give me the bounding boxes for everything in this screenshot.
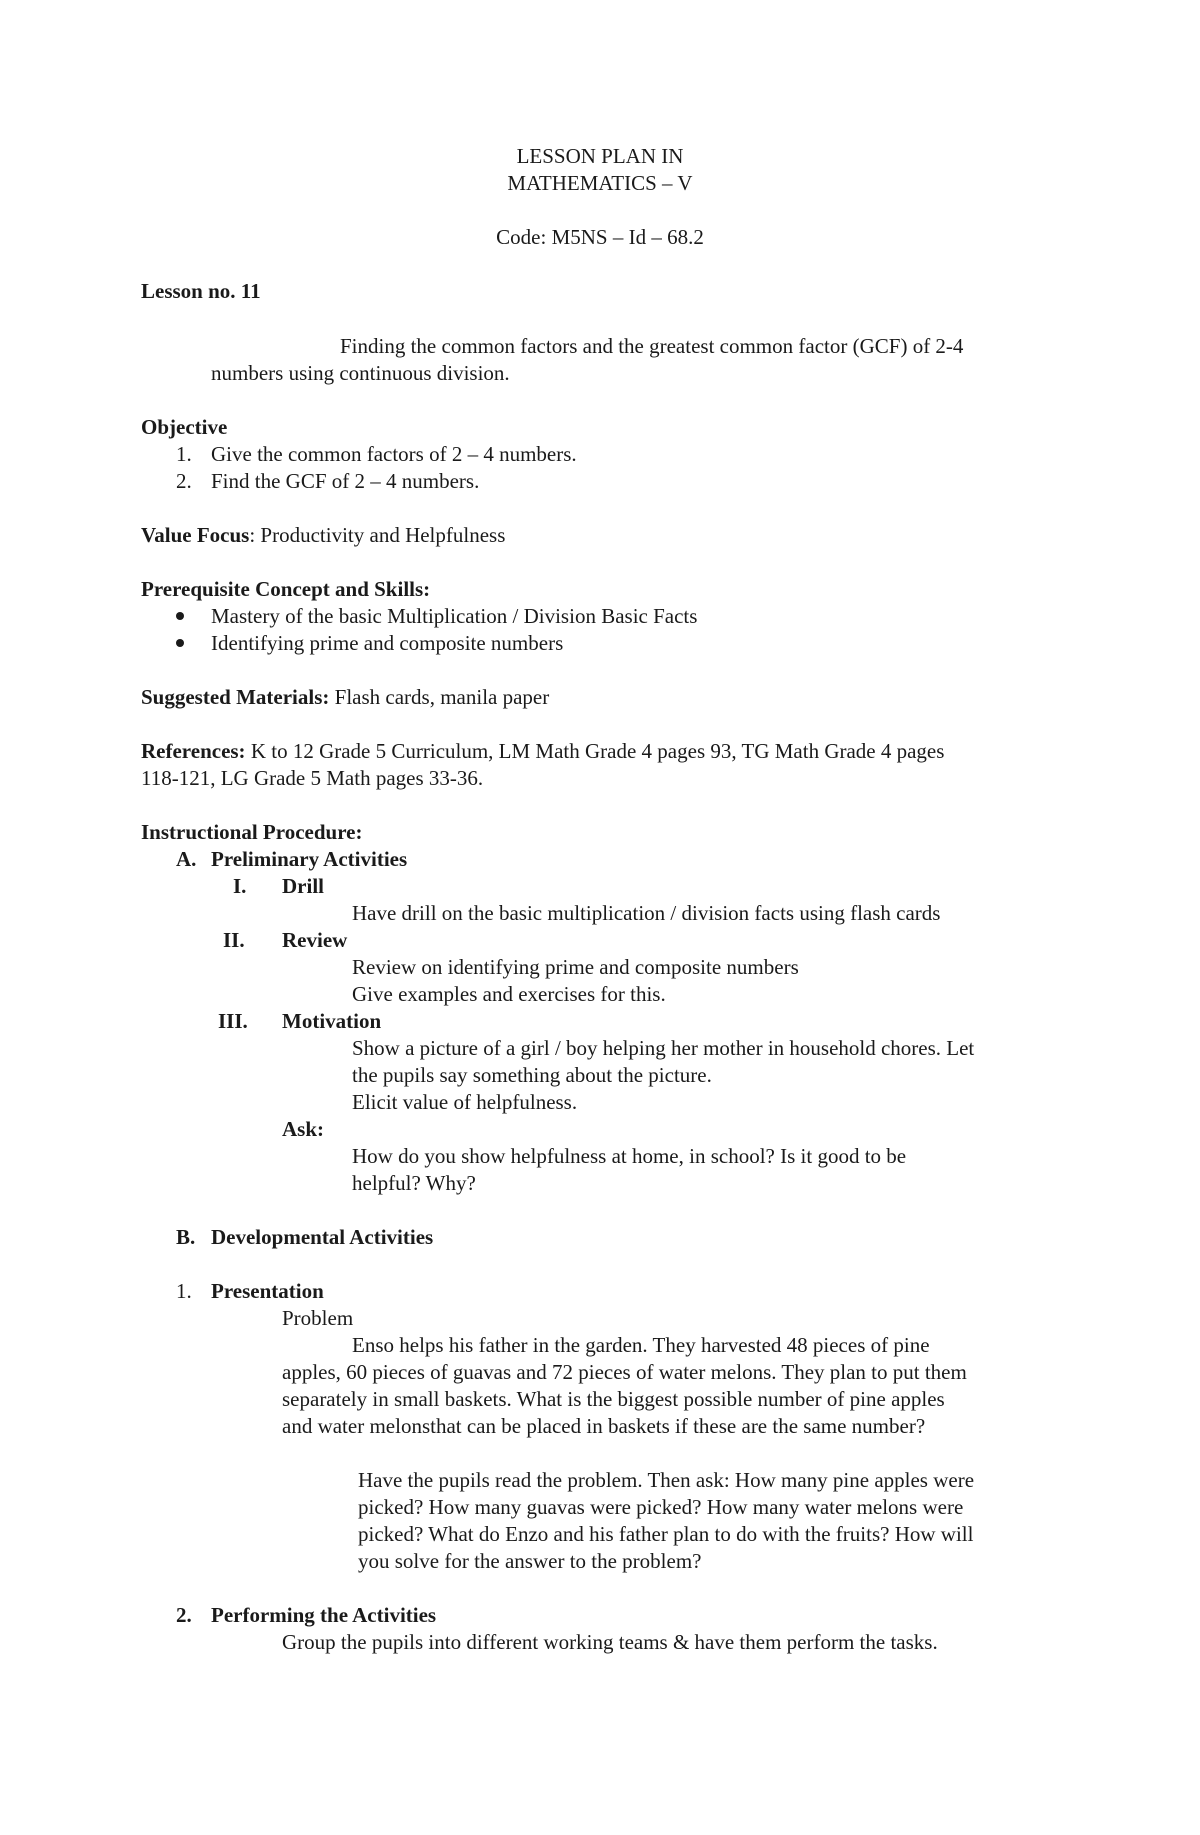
question-line-3: picked? What do Enzo and his father plan to do with the fruits? How will <box>358 1522 974 1546</box>
title-line-2: MATHEMATICS – V <box>507 171 693 195</box>
objective-num-2: 2. <box>176 469 192 493</box>
materials-label: Suggested Materials: <box>141 685 330 709</box>
lesson-number: Lesson no. 11 <box>141 279 261 303</box>
presentation-num: 1. <box>176 1279 192 1303</box>
section-b-title: Developmental Activities <box>211 1225 434 1249</box>
problem-line-3: separately in small baskets. What is the biggest possible number of pine apples <box>282 1387 945 1411</box>
motivation-num: III. <box>218 1009 248 1033</box>
prerequisite-item-1: Mastery of the basic Multiplication / Division Basic Facts <box>211 604 698 628</box>
title-line-1: LESSON PLAN IN <box>516 144 684 168</box>
objective-num-1: 1. <box>176 442 192 466</box>
question-line-2: picked? How many guavas were picked? How many water melons were <box>358 1495 964 1519</box>
performing-text: Group the pupils into different working teams & have them perform the tasks. <box>282 1630 938 1654</box>
references-text: K to 12 Grade 5 Curriculum, LM Math Grade 4 pages 93, TG Math Grade 4 pages <box>245 739 945 763</box>
review-title: Review <box>282 928 348 952</box>
drill-num: I. <box>233 874 247 898</box>
drill-title: Drill <box>282 874 324 898</box>
objective-heading: Objective <box>141 415 228 439</box>
drill-text: Have drill on the basic multiplication / division facts using flash cards <box>352 901 941 925</box>
question-line-1: Have the pupils read the problem. Then ask: How many pine apples were <box>358 1468 975 1492</box>
references-line-1 <box>141 738 944 765</box>
section-a-title: Preliminary Activities <box>211 847 408 871</box>
materials-text: Flash cards, manila paper <box>329 685 550 709</box>
motivation-line-1: Show a picture of a girl / boy helping her mother in household chores. Let <box>352 1036 975 1060</box>
review-line-2: Give examples and exercises for this. <box>352 982 666 1006</box>
motivation-title: Motivation <box>282 1009 382 1033</box>
suggested-materials <box>141 684 549 711</box>
question-line-4: you solve for the answer to the problem? <box>358 1549 702 1573</box>
prerequisite-heading: Prerequisite Concept and Skills: <box>141 577 431 601</box>
lesson-code: Code: M5NS – Id – 68.2 <box>496 225 704 249</box>
section-b-letter: B. <box>176 1225 196 1249</box>
value-focus-text: : Productivity and Helpfulness <box>249 523 506 547</box>
problem-line-1: Enso helps his father in the garden. They harvested 48 pieces of pine <box>352 1333 930 1357</box>
problem-label: Problem <box>282 1306 354 1330</box>
presentation-title: Presentation <box>211 1279 324 1303</box>
bullet-icon <box>176 639 184 647</box>
problem-line-4: and water melonsthat can be placed in baskets if these are the same number? <box>282 1414 926 1438</box>
motivation-line-2: the pupils say something about the picture. <box>352 1063 712 1087</box>
problem-line-2: apples, 60 pieces of guavas and 72 pieces of water melons. They plan to put them <box>282 1360 967 1384</box>
topic-line-2: numbers using continuous division. <box>211 361 510 385</box>
motivation-line-3: Elicit value of helpfulness. <box>352 1090 578 1114</box>
value-focus <box>141 522 505 549</box>
performing-title: Performing the Activities <box>211 1603 437 1627</box>
ask-title: Ask: <box>282 1117 325 1141</box>
value-focus-label: Value Focus <box>141 523 250 547</box>
section-a-letter: A. <box>176 847 197 871</box>
topic-line-1: Finding the common factors and the greatest common factor (GCF) of 2-4 <box>340 334 964 358</box>
references-label: References: <box>141 739 246 763</box>
review-line-1: Review on identifying prime and composite numbers <box>352 955 799 979</box>
procedure-heading: Instructional Procedure: <box>141 820 363 844</box>
bullet-icon <box>176 612 184 620</box>
prerequisite-item-2: Identifying prime and composite numbers <box>211 631 564 655</box>
ask-line-1: How do you show helpfulness at home, in school? Is it good to be <box>352 1144 907 1168</box>
performing-num: 2. <box>176 1603 192 1627</box>
objective-item-2: Find the GCF of 2 – 4 numbers. <box>211 469 480 493</box>
objective-item-1: Give the common factors of 2 – 4 numbers. <box>211 442 577 466</box>
review-num: II. <box>223 928 245 952</box>
references-line-2: 118-121, LG Grade 5 Math pages 33-36. <box>141 766 484 790</box>
ask-line-2: helpful? Why? <box>352 1171 476 1195</box>
